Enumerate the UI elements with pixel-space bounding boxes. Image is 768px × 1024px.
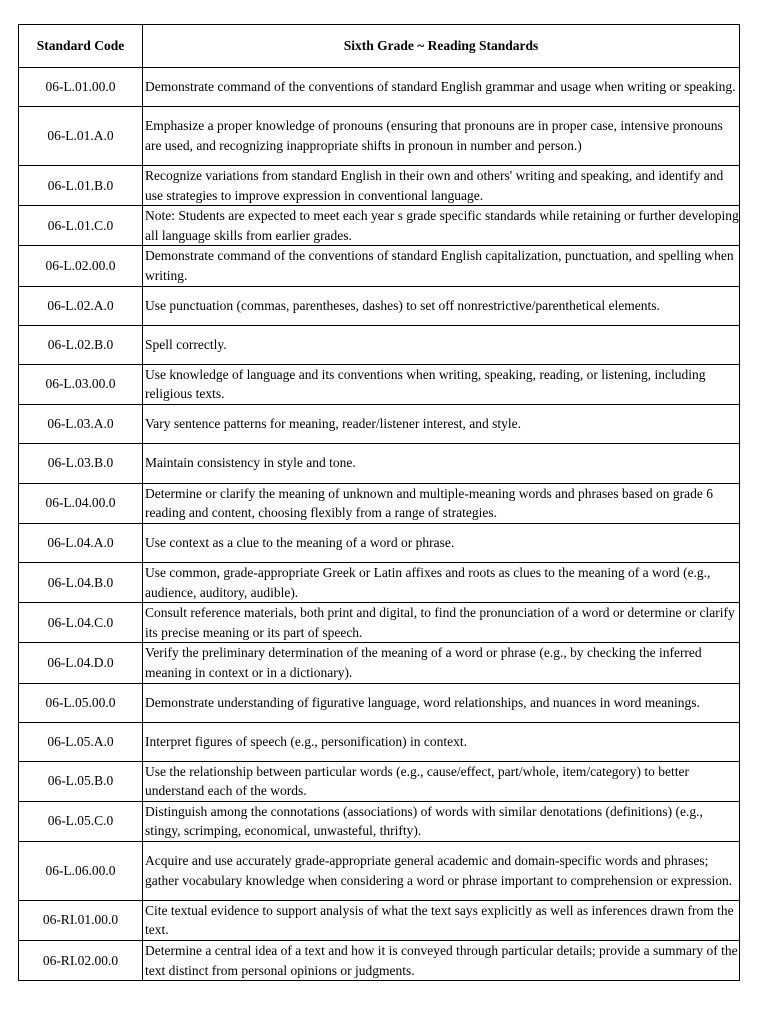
standard-code-cell: 06-L.02.B.0 — [19, 325, 143, 364]
standard-description-cell: Determine or clarify the meaning of unknown and multiple-meaning words and phrases based on grade 6 reading and content, choosing flexibly from a range of strategies. — [143, 483, 740, 523]
standards-table — [18, 24, 740, 981]
standard-code-cell: 06-L.02.A.0 — [19, 286, 143, 325]
standard-code-cell: 06-L.04.00.0 — [19, 483, 143, 523]
standard-description-cell: Use the relationship between particular words (e.g., cause/effect, part/whole, item/category) to better understand each of the words. — [143, 761, 740, 801]
standard-code-cell: 06-L.01.C.0 — [19, 206, 143, 246]
standard-code-cell: 06-L.01.A.0 — [19, 107, 143, 166]
standard-description-cell: Note: Students are expected to meet each year s grade specific standards while retaining or further developing all language skills from earlier grades. — [143, 206, 740, 246]
standard-description-cell: Demonstrate command of the conventions of standard English grammar and usage when writing or speaking. — [143, 68, 740, 107]
table-row — [19, 286, 740, 325]
table-row — [19, 523, 740, 562]
standard-code-cell: 06-L.05.A.0 — [19, 722, 143, 761]
header-row — [19, 25, 740, 68]
standard-code-cell: 06-L.05.00.0 — [19, 683, 143, 722]
table-row — [19, 206, 740, 246]
table-row — [19, 246, 740, 286]
standard-description-cell: Demonstrate command of the conventions of standard English capitalization, punctuation, and spelling when writing. — [143, 246, 740, 286]
standard-code-cell: 06-L.03.A.0 — [19, 404, 143, 443]
standard-code-cell: 06-L.05.B.0 — [19, 761, 143, 801]
standard-code-cell: 06-RI.02.00.0 — [19, 941, 143, 981]
standard-description-cell: Spell correctly. — [143, 325, 740, 364]
standard-description-cell: Emphasize a proper knowledge of pronouns (ensuring that pronouns are in proper case, intensive pronouns are used, and recognizing inappropriate shifts in pronoun in number and person.) — [143, 107, 740, 166]
table-row — [19, 801, 740, 841]
table-row — [19, 643, 740, 683]
standard-description-cell: Use punctuation (commas, parentheses, dashes) to set off nonrestrictive/parenthetical elements. — [143, 286, 740, 325]
standard-code-cell: 06-L.03.00.0 — [19, 364, 143, 404]
standard-code-cell: 06-L.04.A.0 — [19, 523, 143, 562]
table-row — [19, 562, 740, 602]
table-row — [19, 68, 740, 107]
table-body — [19, 68, 740, 981]
standard-description-cell: Use common, grade-appropriate Greek or Latin affixes and roots as clues to the meaning of a word (e.g., audience, auditory, audible). — [143, 562, 740, 602]
standard-description-cell: Use knowledge of language and its conventions when writing, speaking, reading, or listening, including religious texts. — [143, 364, 740, 404]
standard-code-cell: 06-L.02.00.0 — [19, 246, 143, 286]
table-row — [19, 443, 740, 483]
table-row — [19, 364, 740, 404]
standard-description-cell: Maintain consistency in style and tone. — [143, 443, 740, 483]
standard-description-cell: Determine a central idea of a text and how it is conveyed through particular details; provide a summary of the text distinct from personal opinions or judgments. — [143, 941, 740, 981]
table-row — [19, 841, 740, 900]
standard-description-cell: Demonstrate understanding of figurative language, word relationships, and nuances in word meanings. — [143, 683, 740, 722]
standard-description-cell: Interpret figures of speech (e.g., personification) in context. — [143, 722, 740, 761]
table-row — [19, 603, 740, 643]
standard-code-cell: 06-L.01.00.0 — [19, 68, 143, 107]
table-row — [19, 941, 740, 981]
header-title: Sixth Grade ~ Reading Standards — [143, 25, 740, 68]
standard-description-cell: Cite textual evidence to support analysis of what the text says explicitly as well as inferences drawn from the text. — [143, 900, 740, 940]
standard-code-cell: 06-L.01.B.0 — [19, 166, 143, 206]
standard-code-cell: 06-RI.01.00.0 — [19, 900, 143, 940]
standard-code-cell: 06-L.04.D.0 — [19, 643, 143, 683]
standard-code-cell: 06-L.04.B.0 — [19, 562, 143, 602]
standard-description-cell: Vary sentence patterns for meaning, reader/listener interest, and style. — [143, 404, 740, 443]
standard-description-cell: Recognize variations from standard English in their own and others' writing and speaking, and identify and use strategies to improve expression in conventional language. — [143, 166, 740, 206]
table-row — [19, 107, 740, 166]
standard-description-cell: Consult reference materials, both print and digital, to find the pronunciation of a word or determine or clarify its precise meaning or its part of speech. — [143, 603, 740, 643]
table-row — [19, 404, 740, 443]
standard-code-cell: 06-L.04.C.0 — [19, 603, 143, 643]
table-row — [19, 683, 740, 722]
standard-description-cell: Distinguish among the connotations (associations) of words with similar denotations (definitions) (e.g., stingy, scrimping, economical, unwasteful, thrifty). — [143, 801, 740, 841]
table-row — [19, 325, 740, 364]
standard-description-cell: Use context as a clue to the meaning of a word or phrase. — [143, 523, 740, 562]
standard-description-cell: Verify the preliminary determination of the meaning of a word or phrase (e.g., by checking the inferred meaning in context or in a dictionary). — [143, 643, 740, 683]
table-row — [19, 166, 740, 206]
header-standard-code: Standard Code — [19, 25, 143, 68]
standard-code-cell: 06-L.05.C.0 — [19, 801, 143, 841]
standard-code-cell: 06-L.06.00.0 — [19, 841, 143, 900]
table-row — [19, 900, 740, 940]
table-row — [19, 483, 740, 523]
standard-code-cell: 06-L.03.B.0 — [19, 443, 143, 483]
table-row — [19, 761, 740, 801]
standard-description-cell: Acquire and use accurately grade-appropriate general academic and domain-specific words and phrases; gather vocabulary knowledge when considering a word or phrase important to comprehension or expression. — [143, 841, 740, 900]
table-row — [19, 722, 740, 761]
